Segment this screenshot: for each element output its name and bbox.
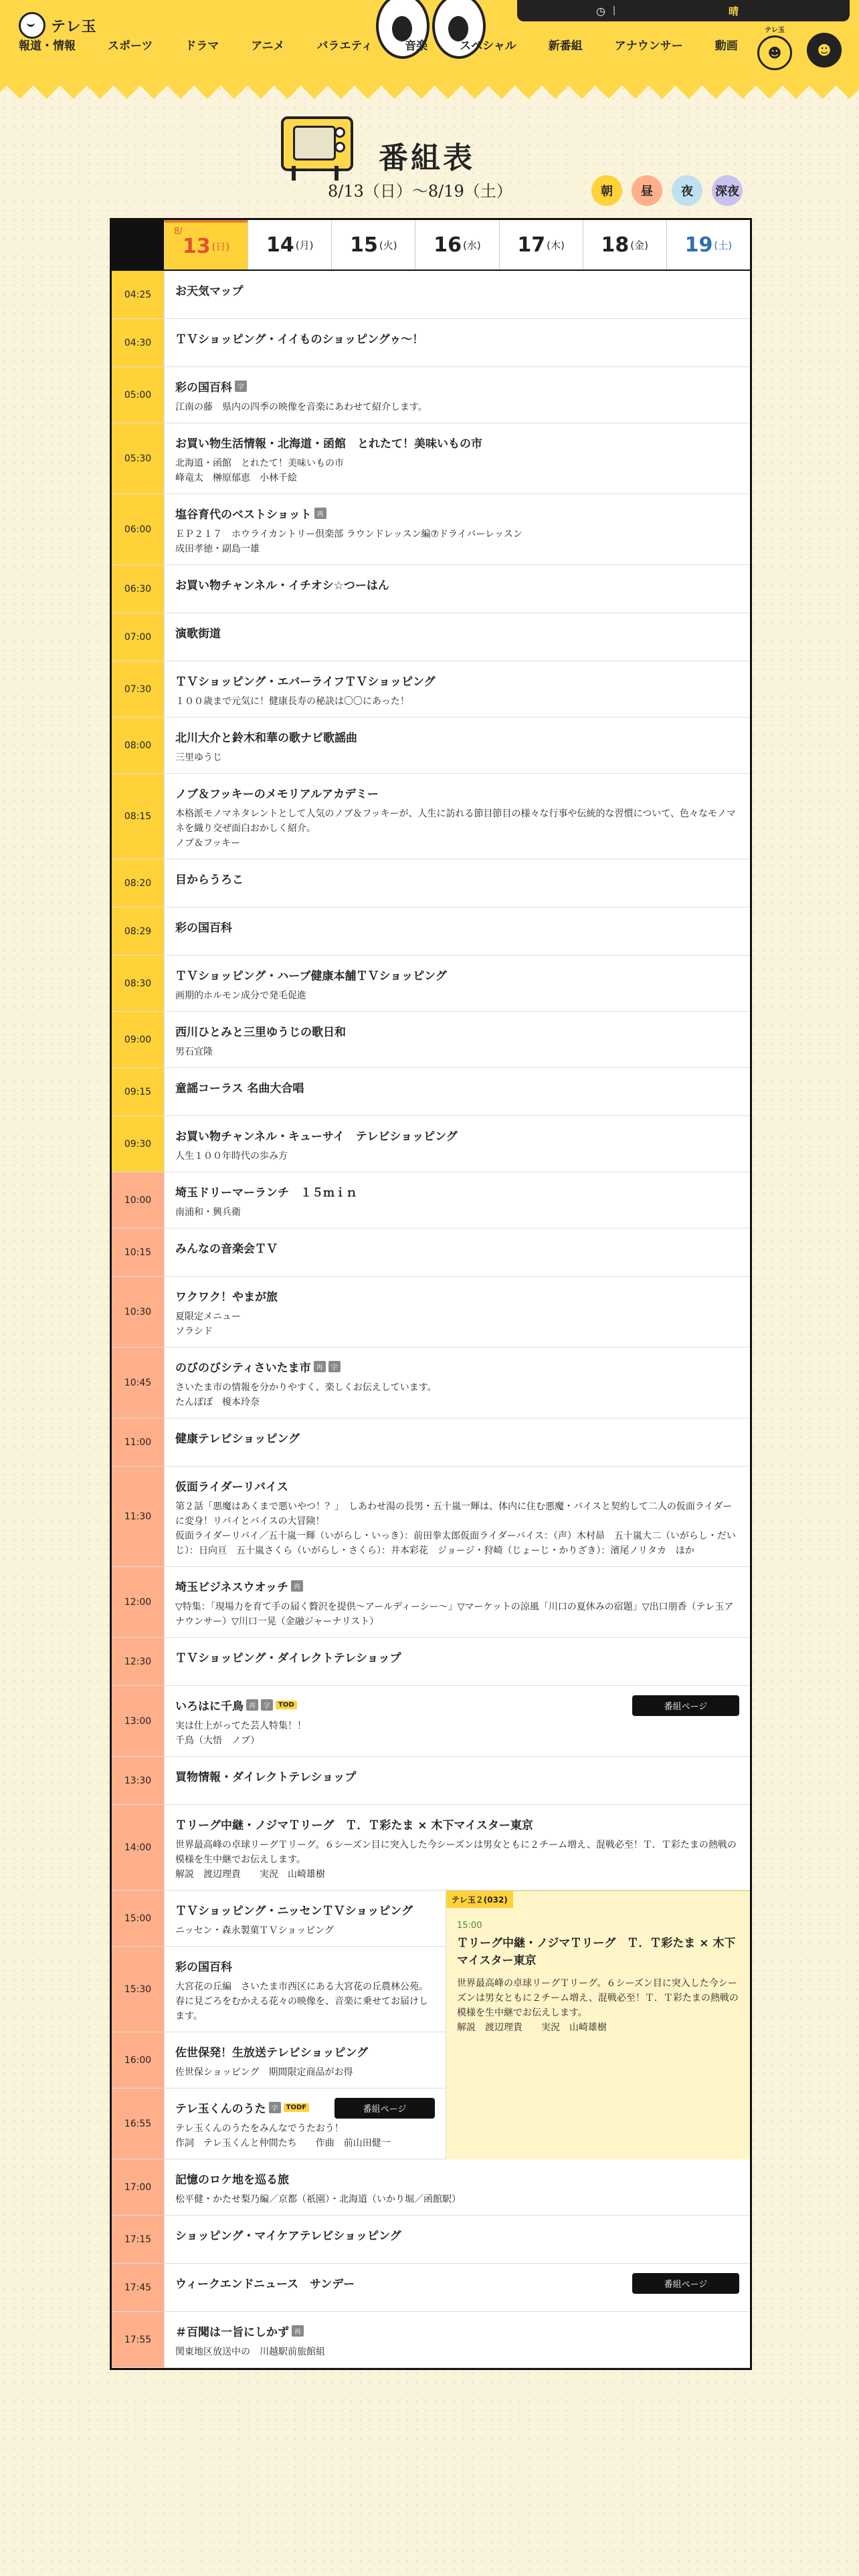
subchannel-program[interactable] [446,1891,750,2159]
program-time: 10:45 [112,1348,165,1418]
program-title[interactable]: 童謡コーラス 名曲大合唱 [175,1082,304,1095]
day-tab-15[interactable]: 15 (火) [331,220,415,270]
program-time: 15:00 [112,1891,165,1946]
program-time: 10:00 [112,1172,165,1228]
program-title-line [175,1183,739,1200]
program-title-line [175,918,739,935]
mascot-icon: ☻ [757,35,792,70]
program-badge: 再 [292,2325,304,2337]
program-title[interactable]: ＴＶショッピング・エバーライフＴＶショッピング [175,675,436,689]
program-time: 04:30 [112,319,165,366]
tv-mascot-icon [278,111,352,181]
program-row[interactable] [112,1277,750,1348]
program-description: 松平健・かたせ梨乃編／京都（祇園）・北海道（いかり堀／函館駅） [175,2194,461,2205]
program-info [165,423,750,494]
program-time: 17:00 [112,2159,165,2215]
program-badge: TOD [276,1701,297,1709]
day-tab-13[interactable]: 8/ 13 (日) [164,220,248,270]
program-title-line [175,966,739,983]
program-time: 05:00 [112,367,165,423]
program-title[interactable]: 仮面ライダーリバイス [175,1481,288,1494]
program-description: 峰竜太 榊原郁恵 小林千絵 [175,473,297,484]
program-title[interactable]: ノブ＆フッキーのメモリアルアカデミー [175,788,379,801]
program-page-button[interactable]: 番組ページ [632,2273,739,2294]
program-row[interactable] [112,1228,750,1277]
nav-special[interactable]: スペシャル [460,39,516,53]
split-section [112,1891,750,2159]
program-row[interactable] [112,423,750,494]
program-description: 実は仕上がってた芸人特集！！ [175,1721,306,1731]
program-time: 17:15 [112,2216,165,2263]
mascot-logo-icon [19,12,45,39]
program-row[interactable] [112,1947,446,2032]
page-title: 番組表 [379,141,475,175]
mascot-link[interactable]: テレ玉 ☻ [757,24,792,70]
program-title-line [175,1287,739,1304]
program-title[interactable]: のびのびシティさいたま市 [175,1362,311,1375]
program-time: 15:30 [112,1947,165,2032]
program-title[interactable]: お買い物チャンネル・イチオシ☆つーはん [175,579,389,593]
program-description: １００歳まで元気に！健康長寿の秘訣は〇〇にあった！ [175,696,409,707]
program-description: 解説 渡辺理貴 実況 山崎雄樹 [175,1869,325,1880]
program-title[interactable]: 買物情報・ダイレクトテレショップ [175,1771,357,1784]
program-info [165,1467,750,1566]
program-badge: 再 [314,508,326,519]
nav-music[interactable]: 音楽 [405,39,428,53]
program-time: 09:15 [112,1068,165,1115]
program-row[interactable] [112,1012,750,1068]
program-info [165,661,750,717]
program-time: 05:30 [112,423,165,494]
program-title-line [175,728,739,745]
nav-new-programs[interactable]: 新番組 [548,39,583,53]
program-description: たんぽぽ 榎本玲奈 [175,1397,260,1408]
program-time: 14:00 [112,1805,165,1890]
program-info [165,718,750,773]
subchannel-credits: 解説 渡辺理貴 実況 山崎雄樹 [457,2022,607,2033]
program-title-line [175,784,739,801]
program-info [165,1068,750,1115]
program-info [165,1277,750,1347]
program-info [165,859,750,907]
program-time: 06:30 [112,565,165,613]
program-info [165,1172,750,1228]
program-time: 08:00 [112,718,165,773]
program-time: 10:30 [112,1277,165,1347]
program-time: 13:00 [112,1686,165,1756]
program-row[interactable] [112,1172,750,1228]
program-description: 作詞 テレ玉くんと仲間たち 作曲 前山田健一 [175,2138,391,2149]
program-title-line [175,2043,435,2060]
time-of-day-buttons [591,175,743,206]
program-row[interactable] [112,1567,750,1638]
program-info [165,2159,750,2215]
program-info [165,2032,446,2088]
program-row[interactable] [112,613,750,661]
program-description: テレ玉くんのうたをみんなでうたおう！ [175,2123,344,2134]
program-info [165,1228,750,1276]
program-row[interactable] [112,1686,750,1757]
program-title[interactable]: ＴＶショッピング・ダイレクトテレショップ [175,1652,401,1665]
program-title-line [175,1127,739,1144]
program-badge: 字 [269,2102,281,2113]
program-title-line [175,1429,739,1446]
program-list-late [112,2159,750,2368]
program-info [165,1686,750,1756]
program-title[interactable]: お天気マップ [175,285,244,298]
logo-text: テレ玉 [51,18,97,35]
program-row[interactable] [112,1418,750,1467]
program-row[interactable] [112,1348,750,1418]
program-time: 07:30 [112,661,165,717]
program-info [165,319,750,366]
program-row[interactable] [112,1757,750,1805]
program-time: 16:55 [112,2088,165,2159]
subchannel-time: 15:00 [457,1921,482,1931]
program-title-line [175,378,739,395]
program-description: 成田孝徳・副島一雄 [175,544,260,554]
program-row[interactable] [112,319,750,367]
program-description: ＥＰ２１７ ホウライカントリー倶楽部 ラウンドレッスン編⑦ドライバーレッスン [175,529,522,540]
program-title[interactable]: テレ玉くんのうた [175,2103,266,2116]
program-list-main-channel [112,1891,446,2159]
program-info [165,956,750,1011]
program-row[interactable] [112,2216,750,2264]
program-info [165,367,750,423]
main-nav [19,36,738,53]
program-title-line [175,1578,739,1594]
program-info [165,1638,750,1685]
program-description: 大宮花の丘編 さいたま市西区にある大宮花の丘農林公苑。春に見ごろをむかえる花々の映像を、音楽に乗せてお届けします。 [175,1981,428,2022]
program-title-line [175,2170,739,2187]
program-time: 16:00 [112,2032,165,2088]
program-info [165,1891,446,1946]
program-info [165,1805,750,1890]
program-title[interactable]: ショッピング・マイケアテレビショッピング [175,2230,401,2243]
program-title[interactable]: ウィークエンドニュース サンデー [175,2278,355,2291]
program-title-line [175,330,739,346]
program-title[interactable]: お買い物生活情報・北海道・函館 とれたて！美味いもの市 [175,437,482,451]
program-description: 仮面ライダーリバイ／五十嵐一輝（いがらし・いっき）：前田拳太郎仮面ライダーバイス：（声）木村昴 五十嵐大二（いがらし・だいじ）：日向亘 五十嵐さくら（いがらし・さくら）：井本彩花 ジョージ・狩崎（じょーじ・かりざき）：濱尾ノリタカ ほか [175,1531,736,1556]
program-row[interactable] [112,1068,750,1116]
program-row[interactable] [112,2088,446,2159]
program-time: 12:30 [112,1638,165,1685]
program-title-line [175,434,739,451]
program-title-line [175,672,739,689]
subchannel-desc: 世界最高峰の卓球リーグＴリーグ。６シーズン目に突入した今シーズンは男女ともに２チーム増え、混戦必至！Ｔ．Ｔ彩たまの熱戦の模様を生中継でお伝えします。 [457,1978,739,2018]
program-title-line [175,1816,739,1832]
program-title[interactable]: いろはに千鳥 [175,1700,244,1713]
program-row[interactable] [112,367,750,423]
program-badge: 再 [314,1361,326,1372]
program-description: 世界最高峰の卓球リーグＴリーグ。６シーズン目に突入した今シーズンは男女ともに２チーム増え、混戦必至！Ｔ．Ｔ彩たまの熱戦の模様を生中継でお伝えします。 [175,1840,737,1865]
subchannel-title: Ｔリーグ中継・ノジマＴリーグ Ｔ．Ｔ彩たま × 木下マイスター東京 [457,1937,736,1967]
program-row[interactable] [112,907,750,956]
program-row[interactable] [112,2312,750,2368]
program-description: ソラシド [175,1326,213,1337]
program-description: ノブ＆フッキー [175,838,241,849]
program-title[interactable]: みんなの音楽会ＴＶ [175,1243,278,1256]
program-title-line [175,1079,739,1095]
program-badge: 字 [261,1699,273,1711]
weather-text: 晴 [728,5,739,17]
program-time: 09:00 [112,1012,165,1067]
program-time: 04:25 [112,271,165,318]
program-row[interactable] [112,661,750,718]
program-description: ▽特集：「現場力を育て手の届く贅沢を提供〜アールディーシー〜」▽マーケットの涼風「川口の夏休みの宿題」▽出口朋香（テレ玉アナウンサー）▽川口一晃（金融ジャーナリスト） [175,1602,734,1627]
top-utility-bar [517,0,850,21]
program-description: 北海道・函館 とれたて！美味いもの市 [175,458,344,469]
program-title[interactable]: お買い物チャンネル・キューサイ テレビショッピング [175,1130,458,1144]
program-info [165,494,750,564]
program-title[interactable]: 彩の国百科 [175,1961,232,1974]
program-title[interactable]: 北川大介と鈴木和華の歌ナビ歌謡曲 [175,732,357,745]
program-title[interactable]: 西川ひとみと三里ゆうじの歌日和 [175,1026,346,1039]
program-title[interactable]: ＴＶショッピング・ハーブ健康本舗ＴＶショッピング [175,970,447,983]
program-title[interactable]: ＴＶショッピング・ニッセンＴＶショッピング [175,1905,413,1918]
program-title[interactable]: 彩の国百科 [175,381,232,395]
program-row[interactable] [112,859,750,907]
program-time: 08:29 [112,907,165,955]
mascot-dark-link[interactable] [807,24,842,70]
program-info [165,2312,750,2367]
day-tab-17[interactable]: 17 (木) [499,220,583,270]
program-time: 07:00 [112,613,165,661]
program-info [165,1116,750,1172]
header-zigzag-border [0,86,859,100]
program-time: 12:00 [112,1567,165,1637]
program-title[interactable]: 健康テレビショッピング [175,1432,300,1446]
program-row[interactable] [112,1467,750,1567]
program-row[interactable] [112,565,750,613]
program-info [165,1348,750,1418]
program-time: 09:30 [112,1116,165,1172]
program-row[interactable] [112,1638,750,1686]
program-info [165,613,750,661]
tod-evening-button[interactable]: 夜 [672,175,702,206]
program-description: 男石宜隆 [175,1047,213,1057]
program-row[interactable] [112,2032,446,2088]
program-page-button[interactable]: 番組ページ [632,1695,739,1716]
program-title[interactable]: 彩の国百科 [175,922,232,935]
program-row[interactable] [112,2264,750,2312]
program-title[interactable]: ワクワク！やまが旅 [175,1291,278,1304]
program-row[interactable] [112,1116,750,1172]
tod-morning-button[interactable]: 朝 [591,175,622,206]
program-schedule [110,218,752,2370]
nav-sports[interactable]: スポーツ [108,39,153,53]
program-row[interactable] [112,774,750,859]
program-description: 夏限定メニュー [175,1311,241,1322]
day-tab-19[interactable]: 19 (土) [666,220,750,270]
program-badge: 再 [246,1699,258,1711]
day-tab-18[interactable]: 18 (金) [583,220,666,270]
program-row[interactable] [112,494,750,565]
site-logo[interactable] [19,12,97,39]
program-time: 08:15 [112,774,165,859]
day-tabs [112,220,750,271]
program-title-line [175,1767,739,1784]
program-title-line [175,1023,739,1039]
program-badge: 再 [291,1580,303,1592]
program-title-line [175,2226,739,2243]
program-time: 13:30 [112,1757,165,1804]
nav-video[interactable]: 動画 [714,39,738,53]
program-info [165,774,750,859]
program-time: 11:30 [112,1467,165,1566]
program-time: 10:15 [112,1228,165,1276]
program-info [165,1012,750,1067]
program-title-line [175,1358,739,1375]
program-title-line [175,1957,435,1974]
day-tab-14[interactable]: 14 (月) [248,220,331,270]
program-time: 17:45 [112,2264,165,2311]
program-time: 08:30 [112,956,165,1011]
clock-icon: ◷ [596,4,605,17]
program-badge: 字 [328,1361,341,1372]
program-row[interactable] [112,956,750,1012]
mascot-dark-icon: ☻ [807,33,842,68]
program-description: ニッセン・森永製菓ＴＶショッピング [175,1925,334,1936]
program-page-button[interactable]: 番組ページ [335,2098,435,2119]
program-description: 関東地区放送中の 川越駅前旅館組 [175,2347,325,2357]
program-time: 17:55 [112,2312,165,2367]
program-time: 06:00 [112,494,165,564]
program-title-line [175,1901,435,1918]
program-description: 三里ゆうじ [175,752,222,763]
program-title-line [175,624,739,641]
nav-announcer[interactable]: アナウンサー [614,39,683,53]
program-row[interactable] [112,271,750,319]
program-title-line [175,870,739,887]
program-row[interactable] [112,1805,750,1891]
program-list [112,271,750,1891]
program-description: 本格派モノマネタレントとして人気のノブ＆フッキーが、人生に訪れる節目節目の様々な行事や伝統的な習慣について、色々なモノマネを織り交ぜ面白おかしく紹介。 [175,809,736,834]
program-description: 第２話「悪魔はあくまで悪いやつ！？」 しあわせ湯の長男・五十嵐一輝は、体内に住む悪魔・バイスと契約して二人の仮面ライダーに変身！リバイとバイスの大冒険！ [175,1501,733,1527]
nav-drama[interactable]: ドラマ [185,39,219,53]
program-description: 人生１００年時代の歩み方 [175,1151,288,1162]
nav-variety[interactable]: バラエティ [316,39,373,53]
program-title[interactable]: 埼玉ドリーマーランチ １５ｍｉｎ [175,1186,357,1200]
program-title[interactable]: 埼玉ビジネスウオッチ [175,1581,288,1594]
program-title-line [175,282,739,298]
program-info [165,1947,446,2032]
program-row[interactable] [112,718,750,774]
program-info [165,2264,750,2311]
program-description: 画期的ホルモン成分で発毛促進 [175,990,306,1001]
day-tab-16[interactable]: 16 (水) [415,220,498,270]
program-description: 江南の藤 県内の四季の映像を音楽にあわせて紹介します。 [175,402,427,413]
program-info [165,1567,750,1637]
program-title-line [175,505,739,522]
program-info [165,2088,446,2159]
site-header [0,0,859,86]
tod-noon-button[interactable]: 昼 [632,175,662,206]
program-info [165,1757,750,1804]
program-title[interactable]: 記憶のロケ地を巡る旅 [175,2173,289,2187]
date-range: 8/13（日）〜8/19（土） [328,182,512,201]
nav-news[interactable]: 報道・情報 [19,39,76,53]
program-row[interactable] [112,2159,750,2216]
program-title[interactable]: ＃百聞は一旨にしかず [175,2326,289,2339]
program-title[interactable]: 目からうろこ [175,873,244,887]
program-info [165,565,750,613]
program-description: 佐世保ショッピング 期間限定商品がお得 [175,2067,353,2078]
program-title[interactable]: 佐世保発！生放送テレビショッピング [175,2046,368,2060]
tod-late-night-button[interactable]: 深夜 [712,175,743,206]
program-badge: 字 [235,381,247,392]
program-title-line [175,1477,739,1494]
program-title-line [175,576,739,593]
program-title-line [175,1239,739,1256]
program-title[interactable]: Ｔリーグ中継・ノジマＴリーグ Ｔ．Ｔ彩たま × 木下マイスター東京 [175,1819,533,1832]
program-description: 南浦和・興兵衛 [175,1207,241,1218]
program-title-line [175,1648,739,1665]
program-badge: TODF [284,2103,309,2112]
mascot-links [757,24,842,70]
subchannel-badge: テレ玉２(032) [446,1891,513,1908]
program-time: 11:00 [112,1418,165,1466]
divider [613,6,615,15]
program-info [165,271,750,318]
program-title-line [175,2323,739,2339]
program-description: さいたま市の情報を分かりやすく、楽しくお伝えしています。 [175,1382,437,1393]
nav-anime[interactable]: アニメ [251,39,285,53]
program-title[interactable]: 演歌街道 [175,627,221,641]
program-row[interactable] [112,1891,446,1947]
program-info [165,907,750,955]
program-description: 千鳥（大悟 ノブ） [175,1735,260,1746]
program-title[interactable]: 塩谷育代のベストショット [175,508,312,522]
program-info [165,1418,750,1466]
program-title[interactable]: ＴＶショッピング・イイものショッピングゥ〜！ [175,333,424,346]
program-time: 08:20 [112,859,165,907]
program-info [165,2216,750,2263]
